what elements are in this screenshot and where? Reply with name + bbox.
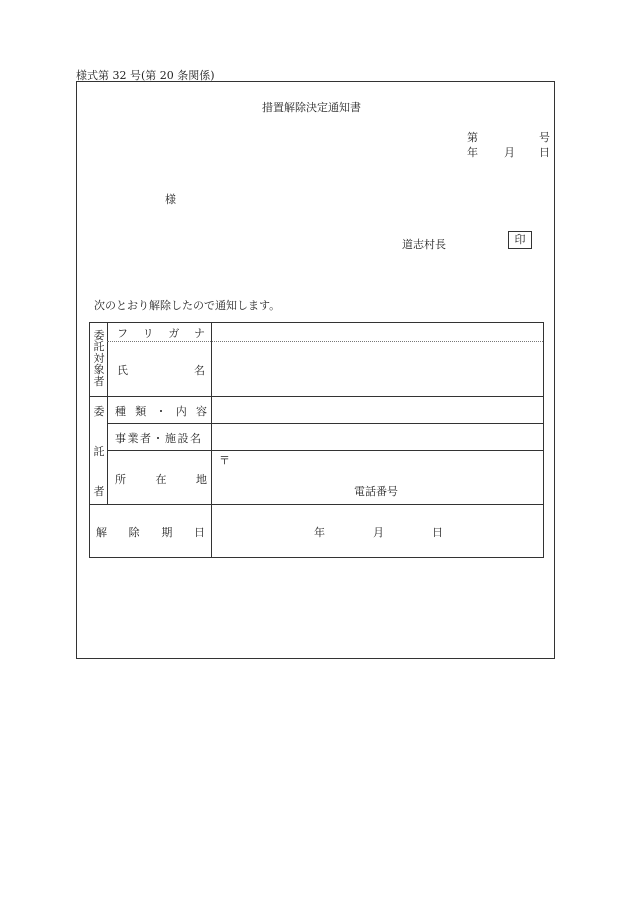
label-char: 委 <box>93 405 105 418</box>
form-number: 様式第 32 号(第 20 条関係) <box>76 69 215 82</box>
label-char: ナ <box>193 327 205 340</box>
label-char: 内 <box>175 405 187 418</box>
label-char: 対 <box>93 351 105 365</box>
address-label <box>115 471 207 487</box>
release-month: 月 <box>373 526 384 539</box>
label-char: 者 <box>93 485 105 498</box>
label-char: 委 <box>93 329 105 342</box>
furigana-label <box>117 325 205 341</box>
label-char: 日 <box>193 526 205 539</box>
name-field[interactable] <box>212 342 543 396</box>
label-char: 者 <box>93 374 105 388</box>
label-char: 名 <box>194 364 205 377</box>
label-char: ・ <box>155 405 167 418</box>
release-date-label <box>96 524 205 540</box>
doc-number-suffix: 号 <box>539 131 550 144</box>
table-divider <box>107 323 108 504</box>
type-field[interactable] <box>212 397 543 423</box>
addressee-suffix: 様 <box>165 193 176 206</box>
date-day: 日 <box>539 146 550 159</box>
label-char: 所 <box>115 473 126 486</box>
intro-text: 次のとおり解除したので通知します。 <box>94 299 281 312</box>
date-year: 年 <box>467 146 478 159</box>
label-char: 象 <box>93 363 105 377</box>
label-char: 託 <box>93 445 105 458</box>
name-label <box>117 362 205 378</box>
detail-table <box>89 322 544 558</box>
label-char: 除 <box>128 526 140 539</box>
release-year: 年 <box>314 526 325 539</box>
label-char: 期 <box>161 526 173 539</box>
release-day: 日 <box>432 526 443 539</box>
label-char: 解 <box>96 526 107 539</box>
label-char: 種 <box>115 405 126 418</box>
label-char: 容 <box>196 405 207 418</box>
address-field[interactable] <box>212 451 543 504</box>
consignee-group-label <box>93 330 105 387</box>
sender-title: 道志村長 <box>402 238 446 251</box>
label-char: 氏 <box>117 364 128 377</box>
label-char: フ <box>117 327 128 340</box>
label-char: 地 <box>196 473 207 486</box>
seal-box: 印 <box>508 231 532 249</box>
business-field[interactable] <box>212 424 543 450</box>
phone-label: 電話番号 <box>354 485 398 498</box>
consignor-group-label <box>93 403 105 499</box>
label-char: リ <box>142 327 154 340</box>
doc-number-prefix: 第 <box>467 131 478 144</box>
label-char: ガ <box>168 327 180 340</box>
furigana-field[interactable] <box>212 323 543 341</box>
label-char: 類 <box>135 405 147 418</box>
date-month: 月 <box>504 146 515 159</box>
type-label <box>115 403 207 419</box>
document-title: 措置解除決定通知書 <box>262 101 361 114</box>
label-char: 在 <box>155 473 167 486</box>
release-date-field[interactable] <box>212 505 543 557</box>
label-char: 託 <box>93 340 105 354</box>
business-label: 事業者・施設名 <box>115 432 203 445</box>
postal-mark: 〒 <box>219 454 230 467</box>
